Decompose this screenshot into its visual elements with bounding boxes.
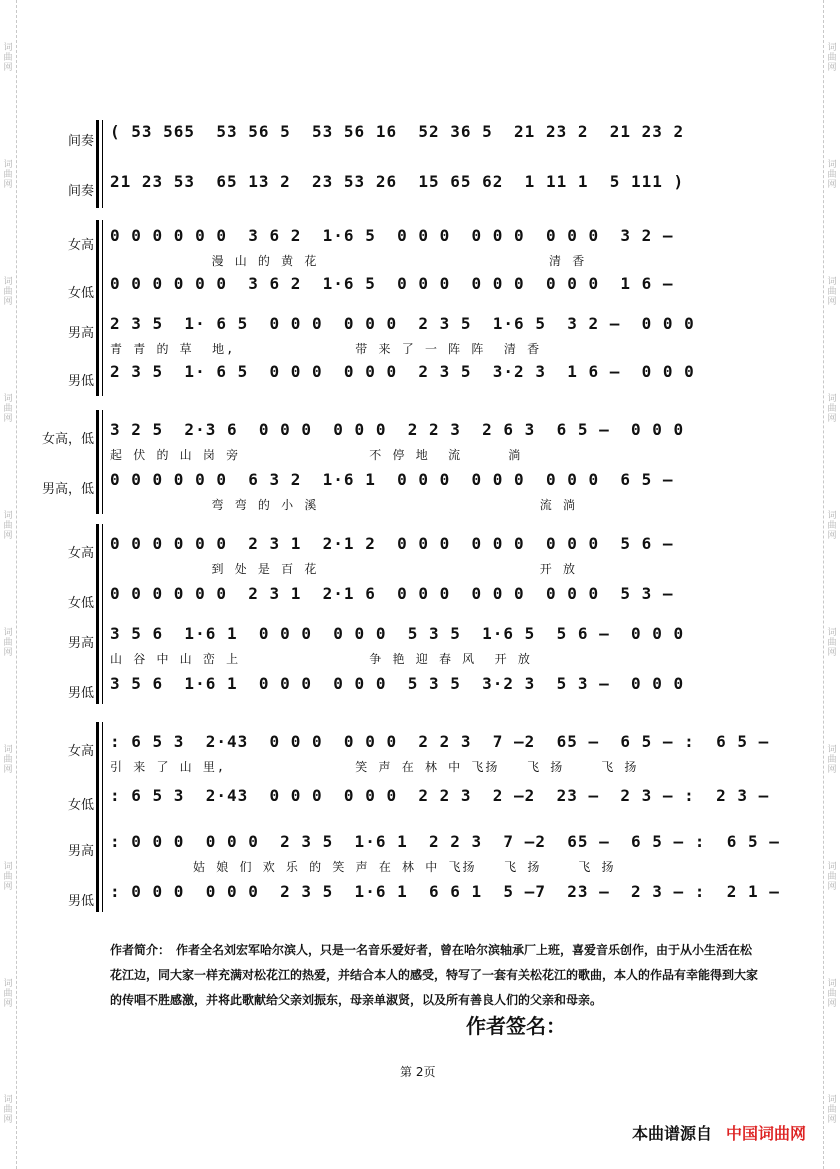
- watermark-text: 词曲网: [827, 394, 837, 425]
- watermark-text: 词曲网: [3, 511, 13, 541]
- part-label: 女低: [67, 798, 94, 813]
- notation-line: 3 5 6 1·6 1 0 0 0 0 0 0 5 3 5 1·6 5 5 6 – 0 0 0: [110, 624, 685, 643]
- author-introduction: 作者简介： 作者全名刘宏军哈尔滨人，只是一名音乐爱好者，曾在哈尔滨轴承厂上班，喜爱音乐创作，由于从小生活在松花江边，同大家一样充满对松花江的热爱，并结合本人的感受，特写了一套有关松花江的歌曲，本人的作品有幸能得到大家的传唱不胜感激，并将此歌献给父亲刘振东，母亲单淑贤，以及所有善良人们的父亲和母亲。: [110, 943, 759, 1007]
- notation-line: : 6 5 3 2·43 0 0 0 0 0 0 2 2 3 2 –2 23 – 2 3 – : 2 3 –: [110, 786, 770, 805]
- part-label: 男低: [67, 894, 94, 909]
- lyrics-line: 漫 山 的 黄 花 清 香: [110, 254, 587, 268]
- author-signature-label: 作者签名：: [466, 1014, 566, 1038]
- watermark-text: 词曲网: [3, 277, 13, 308]
- score-system-verse-2: [30, 408, 760, 516]
- watermark-text: 词曲网: [3, 394, 13, 425]
- part-label: 女高，低: [41, 432, 94, 447]
- lyrics-line: 到 处 是 百 花 开 放: [110, 562, 577, 576]
- notation-line: ( 53 565 53 56 5 53 56 16 52 36 5 21 23 2 21 23 2: [110, 122, 685, 141]
- score-system-verse-3: [30, 522, 760, 706]
- staff-row: [30, 416, 790, 464]
- staff-row: [30, 358, 790, 406]
- staff-row: [30, 118, 790, 166]
- staff-row: [30, 620, 790, 668]
- watermark-text: 词曲网: [3, 1095, 13, 1126]
- notation-line: : 0 0 0 0 0 0 2 3 5 1·6 1 6 6 1 5 –7 23 – 2 3 – : 2 1 –: [110, 882, 780, 901]
- notation-line: 0 0 0 0 0 0 2 3 1 2·1 2 0 0 0 0 0 0 0 0 0 5 6 –: [110, 534, 674, 553]
- watermark-text: 词曲网: [3, 861, 13, 892]
- staff-row: [30, 878, 790, 926]
- watermark-text: 词曲网: [3, 627, 13, 658]
- watermark-text: 词曲网: [3, 160, 13, 191]
- watermark-text: 词曲网: [827, 43, 837, 74]
- part-label: 男低: [67, 686, 94, 701]
- watermark-text: 词曲网: [827, 277, 837, 308]
- part-label: 男高: [67, 636, 94, 651]
- staff-row: [30, 310, 790, 358]
- staff-row: [30, 828, 790, 876]
- part-label: 男高: [67, 844, 94, 859]
- staff-row: [30, 168, 790, 216]
- watermark-text: 词曲网: [827, 627, 837, 658]
- staff-row: [30, 782, 790, 830]
- score-system-interlude: [30, 118, 760, 214]
- watermark-text: 词曲网: [827, 861, 837, 892]
- page-number: 第 2页: [400, 1065, 436, 1079]
- notation-line: 2 3 5 1· 6 5 0 0 0 0 0 0 2 3 5 3·2 3 1 6 – 0 0 0: [110, 362, 695, 381]
- notation-line: 2 3 5 1· 6 5 0 0 0 0 0 0 2 3 5 1·6 5 3 2 – 0 0 0: [110, 314, 695, 333]
- part-label: 女高: [67, 238, 94, 253]
- notation-line: 3 2 5 2·3 6 0 0 0 0 0 0 2 2 3 2 6 3 6 5 – 0 0 0: [110, 420, 685, 439]
- notation-line: 21 23 53 65 13 2 23 53 26 15 65 62 1 11 1 5 111 ): [110, 172, 685, 191]
- watermark-text: 词曲网: [827, 511, 837, 541]
- part-label: 男高，低: [41, 482, 94, 497]
- notation-line: 0 0 0 0 0 0 3 6 2 1·6 5 0 0 0 0 0 0 0 0 0 3 2 –: [110, 226, 674, 245]
- watermark-text: 词曲网: [827, 160, 837, 191]
- lyrics-line: 青 青 的 草 地, 带 来 了 一 阵 阵 清 香: [110, 342, 542, 356]
- source-prefix: 本曲谱源自: [631, 1124, 712, 1143]
- score-system-refrain: [30, 720, 780, 914]
- left-watermark-strip: [0, 0, 17, 1169]
- watermark-text: 词曲网: [3, 978, 13, 1009]
- watermark-text: 词曲网: [3, 744, 13, 775]
- staff-row: [30, 670, 790, 718]
- watermark-text: 词曲网: [827, 978, 837, 1009]
- watermark-text: 词曲网: [827, 744, 837, 775]
- staff-row: [30, 530, 790, 578]
- score-system-verse-1: [30, 218, 760, 398]
- part-label: 女高: [67, 744, 94, 759]
- part-label: 男高: [67, 326, 94, 341]
- lyrics-line: 弯 弯 的 小 溪 流 淌: [110, 498, 577, 512]
- part-label: 间奏: [67, 184, 94, 199]
- part-label: 女高: [67, 546, 94, 561]
- lyrics-line: 引 来 了 山 里, 笑 声 在 林 中 飞扬 飞 扬 飞 扬: [110, 760, 639, 774]
- watermark-text: 词曲网: [3, 43, 13, 74]
- lyrics-line: 姑 娘 们 欢 乐 的 笑 声 在 林 中 飞扬 飞 扬 飞 扬: [110, 860, 616, 874]
- part-label: 男低: [67, 374, 94, 389]
- staff-row: [30, 728, 790, 776]
- part-label: 间奏: [67, 134, 94, 149]
- right-watermark-strip: [823, 0, 840, 1169]
- notation-line: 0 0 0 0 0 0 2 3 1 2·1 6 0 0 0 0 0 0 0 0 0 5 3 –: [110, 584, 674, 603]
- source-site-link[interactable]: 中国词曲网: [725, 1124, 806, 1143]
- notation-line: 0 0 0 0 0 0 6 3 2 1·6 1 0 0 0 0 0 0 0 0 0 6 5 –: [110, 470, 674, 489]
- source-credit: [632, 1121, 806, 1144]
- lyrics-line: 山 谷 中 山 峦 上 争 艳 迎 春 风 开 放: [110, 652, 532, 666]
- lyrics-line: 起 伏 的 山 岗 旁 不 停 地 流 淌: [110, 448, 523, 462]
- staff-row: [30, 222, 790, 270]
- part-label: 女低: [67, 596, 94, 611]
- notation-line: 0 0 0 0 0 0 3 6 2 1·6 5 0 0 0 0 0 0 0 0 0 1 6 –: [110, 274, 674, 293]
- notation-line: : 6 5 3 2·43 0 0 0 0 0 0 2 2 3 7 –2 65 – 6 5 – : 6 5 –: [110, 732, 770, 751]
- notation-line: : 0 0 0 0 0 0 2 3 5 1·6 1 2 2 3 7 –2 65 – 6 5 – : 6 5 –: [110, 832, 780, 851]
- staff-row: [30, 466, 790, 514]
- watermark-text: 词曲网: [827, 1095, 837, 1126]
- notation-line: 3 5 6 1·6 1 0 0 0 0 0 0 5 3 5 3·2 3 5 3 – 0 0 0: [110, 674, 685, 693]
- part-label: 女低: [67, 286, 94, 301]
